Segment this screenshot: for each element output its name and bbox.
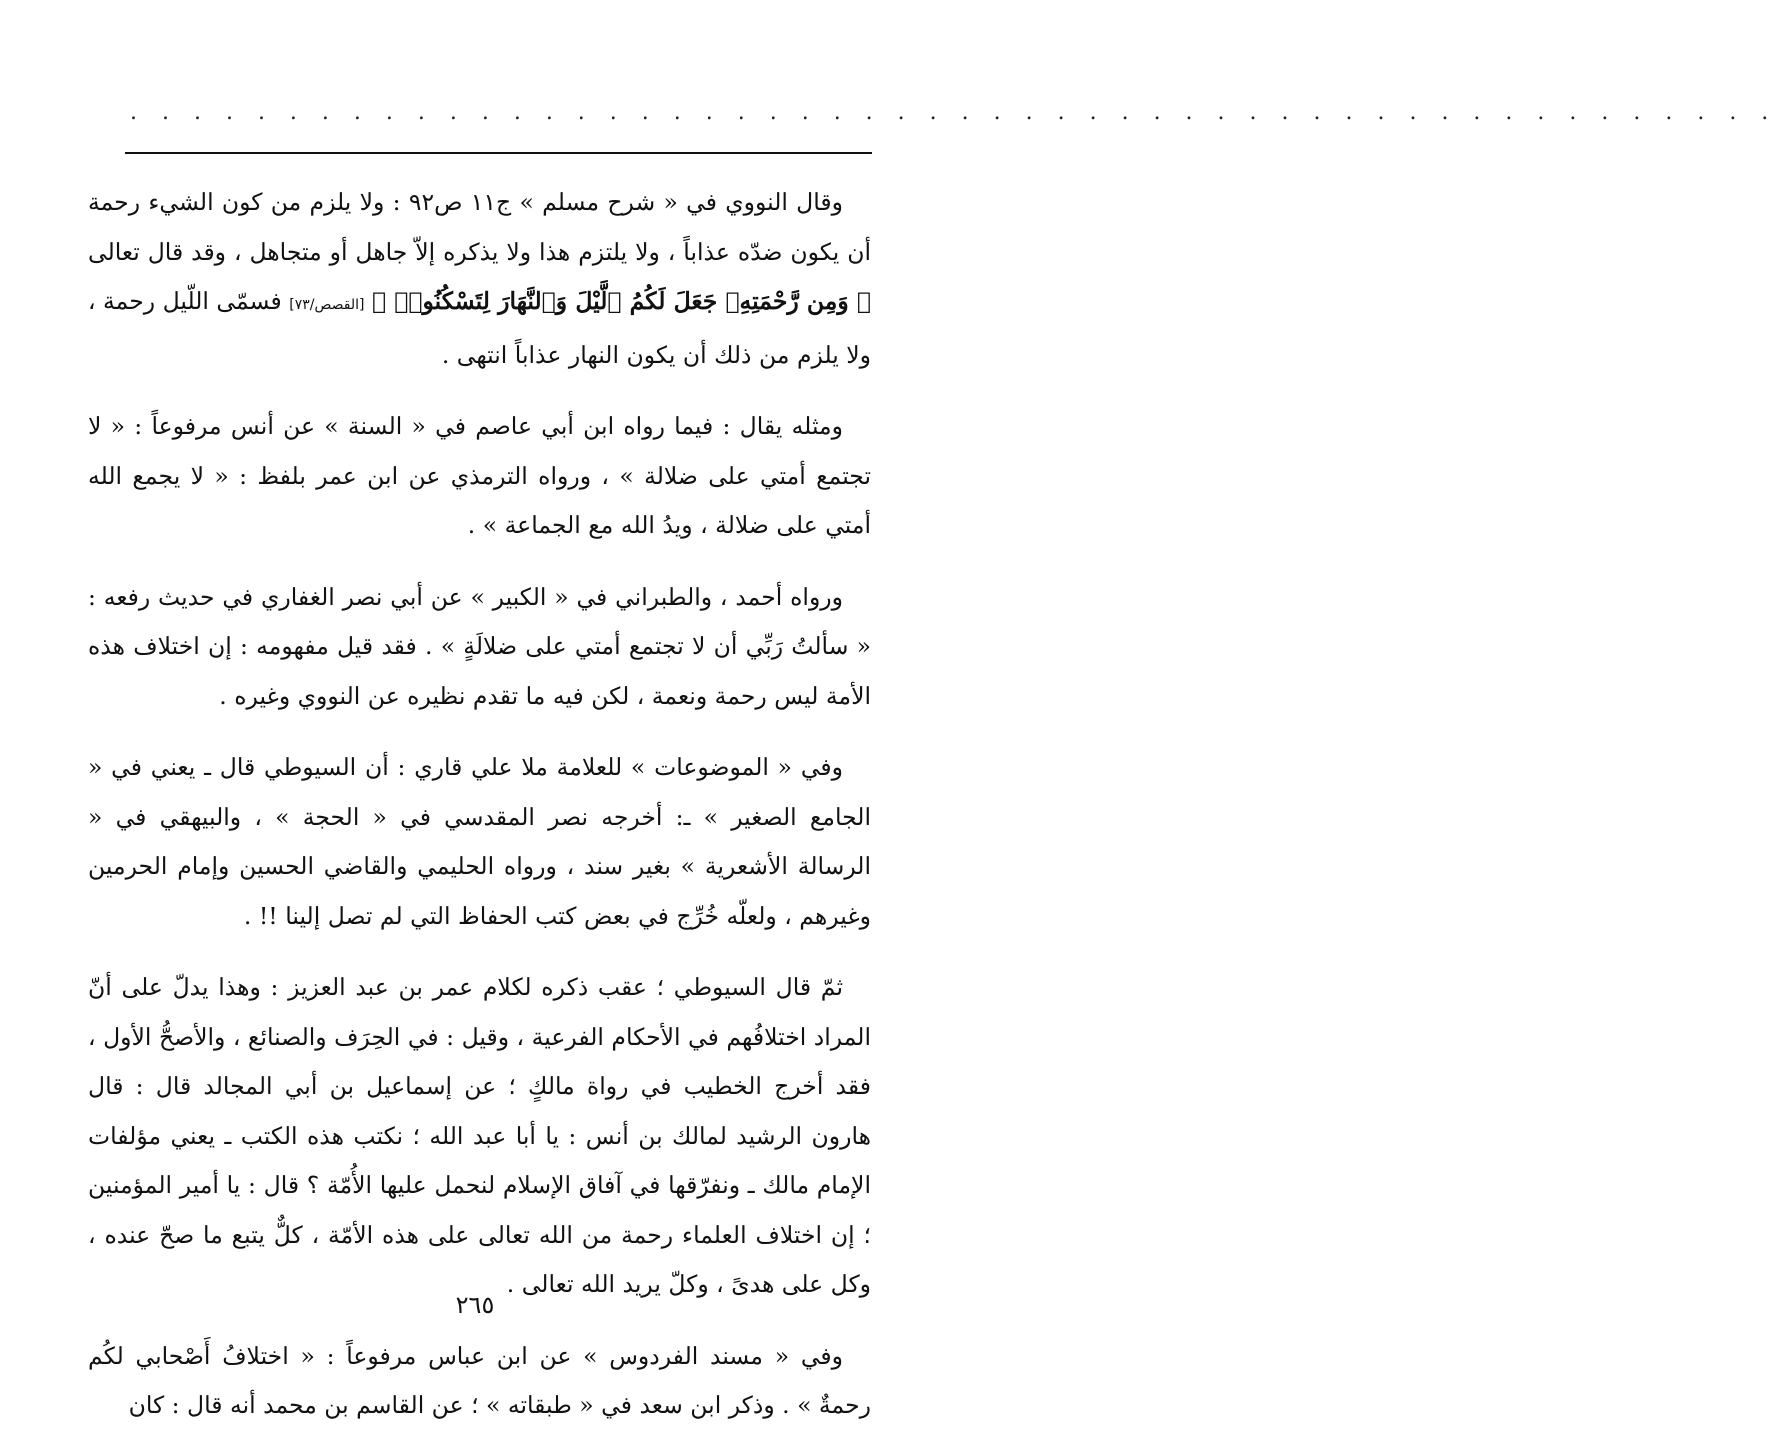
paragraph-mawduat: وفي « الموضوعات » للعلامة ملا علي قاري : أن السيوطي قال ـ يعني في « الجامع الصغير » ـ: أخرجه نصر المقدسي في « الحجة » ، والبيهقي في « الرسالة الأشعرية » بغير سند ، ورواه الحليمي والقاضي الحسين وإمام الحرمين وغيرهم ، ولعلّه خُرِّج في بعض كتب الحفاظ التي لم تصل إلينا !! . — [88, 753, 871, 930]
paragraph-text: فسمّى اللّيل رحمة ، ولا يلزم من ذلك أن يكون النهار عذاباً انتهى . — [88, 287, 871, 369]
paragraph-nawawi — [88, 178, 871, 380]
paragraph-ibn-abi-asim: ومثله يقال : فيما رواه ابن أبي عاصم في « السنة » عن أنس مرفوعاً : « لا تجتمع أمتي على ضلالة » ، ورواه الترمذي عن ابن عمر بلفظ : « لا يجمع الله أمتي على ضلالة ، ويدُ الله مع الجماعة » . — [88, 412, 871, 539]
paragraph-ahmad-tabarani: ورواه أحمد ، والطبراني في « الكبير » عن أبي نصر الغفاري في حديث رفعه : « سألتُ رَبِّي أن لا تجتمع أمتي على ضلالَةٍ » . فقد قيل مفهومه : إن اختلاف هذه الأمة ليس رحمة ونعمة ، لكن فيه ما تقدم نظيره عن النووي وغيره . — [88, 582, 871, 710]
page-number: ٢٦٥ — [455, 1291, 495, 1319]
quran-reference: [القصص/٧٣] — [289, 297, 365, 313]
paragraph-text: وقال النووي في « شرح مسلم » ج١١ ص٩٢ : ولا يلزم من كون الشيء رحمة أن يكون ضدّه عذاباً ، ولا يلتزم هذا ولا يذكره إلاّ جاهل أو متجاهل ، وقد قال تعالى — [88, 188, 871, 266]
page-body — [88, 178, 871, 1431]
quran-verse: ﴿ وَمِن رَّحْمَتِهِۦ جَعَلَ لَكُمُ ٱلَّيْلَ وَٱلنَّهَارَ لِتَسْكُنُوا۟ ﴾ — [372, 287, 871, 315]
header-rule — [125, 152, 872, 154]
header-dotted-line: . . . . . . . . . . . . . . . . . . . . . . . . . . . . . . . . . . . . . . . . . . . . . . . . . . . . — [130, 100, 1777, 125]
paragraph-suyuti: ثمّ قال السيوطي ؛ عقب ذكره لكلام عمر بن عبد العزيز : وهذا يدلّ على أنّ المراد اختلافُهم في الأحكام الفرعية ، وقيل : في الحِرَف والصنائع ، والأصحُّ الأول ، فقد أخرج الخطيب في رواة مالكٍ ؛ عن إسماعيل بن أبي المجالد قال : قال هارون الرشيد لمالك بن أنس : يا أبا عبد الله ؛ نكتب هذه الكتب ـ يعني مؤلفات الإمام مالك ـ ونفرّقها في آفاق الإسلام لنحمل عليها الأُمّة ؟ قال : يا أمير المؤمنين ؛ إن اختلاف العلماء رحمة من الله تعالى على هذه الأمّة ، كلٌّ يتبع ما صحّ عنده ، وكل على هدىً ، وكلّ يريد الله تعالى . — [88, 973, 871, 1298]
paragraph-firdaws: وفي « مسند الفردوس » عن ابن عباس مرفوعاً : « اختلافُ أَصْحابي لكُم رحمةٌ » . وذكر ابن سعد في « طبقاته » ؛ عن القاسم بن محمد أنه قال : كان — [88, 1341, 871, 1419]
